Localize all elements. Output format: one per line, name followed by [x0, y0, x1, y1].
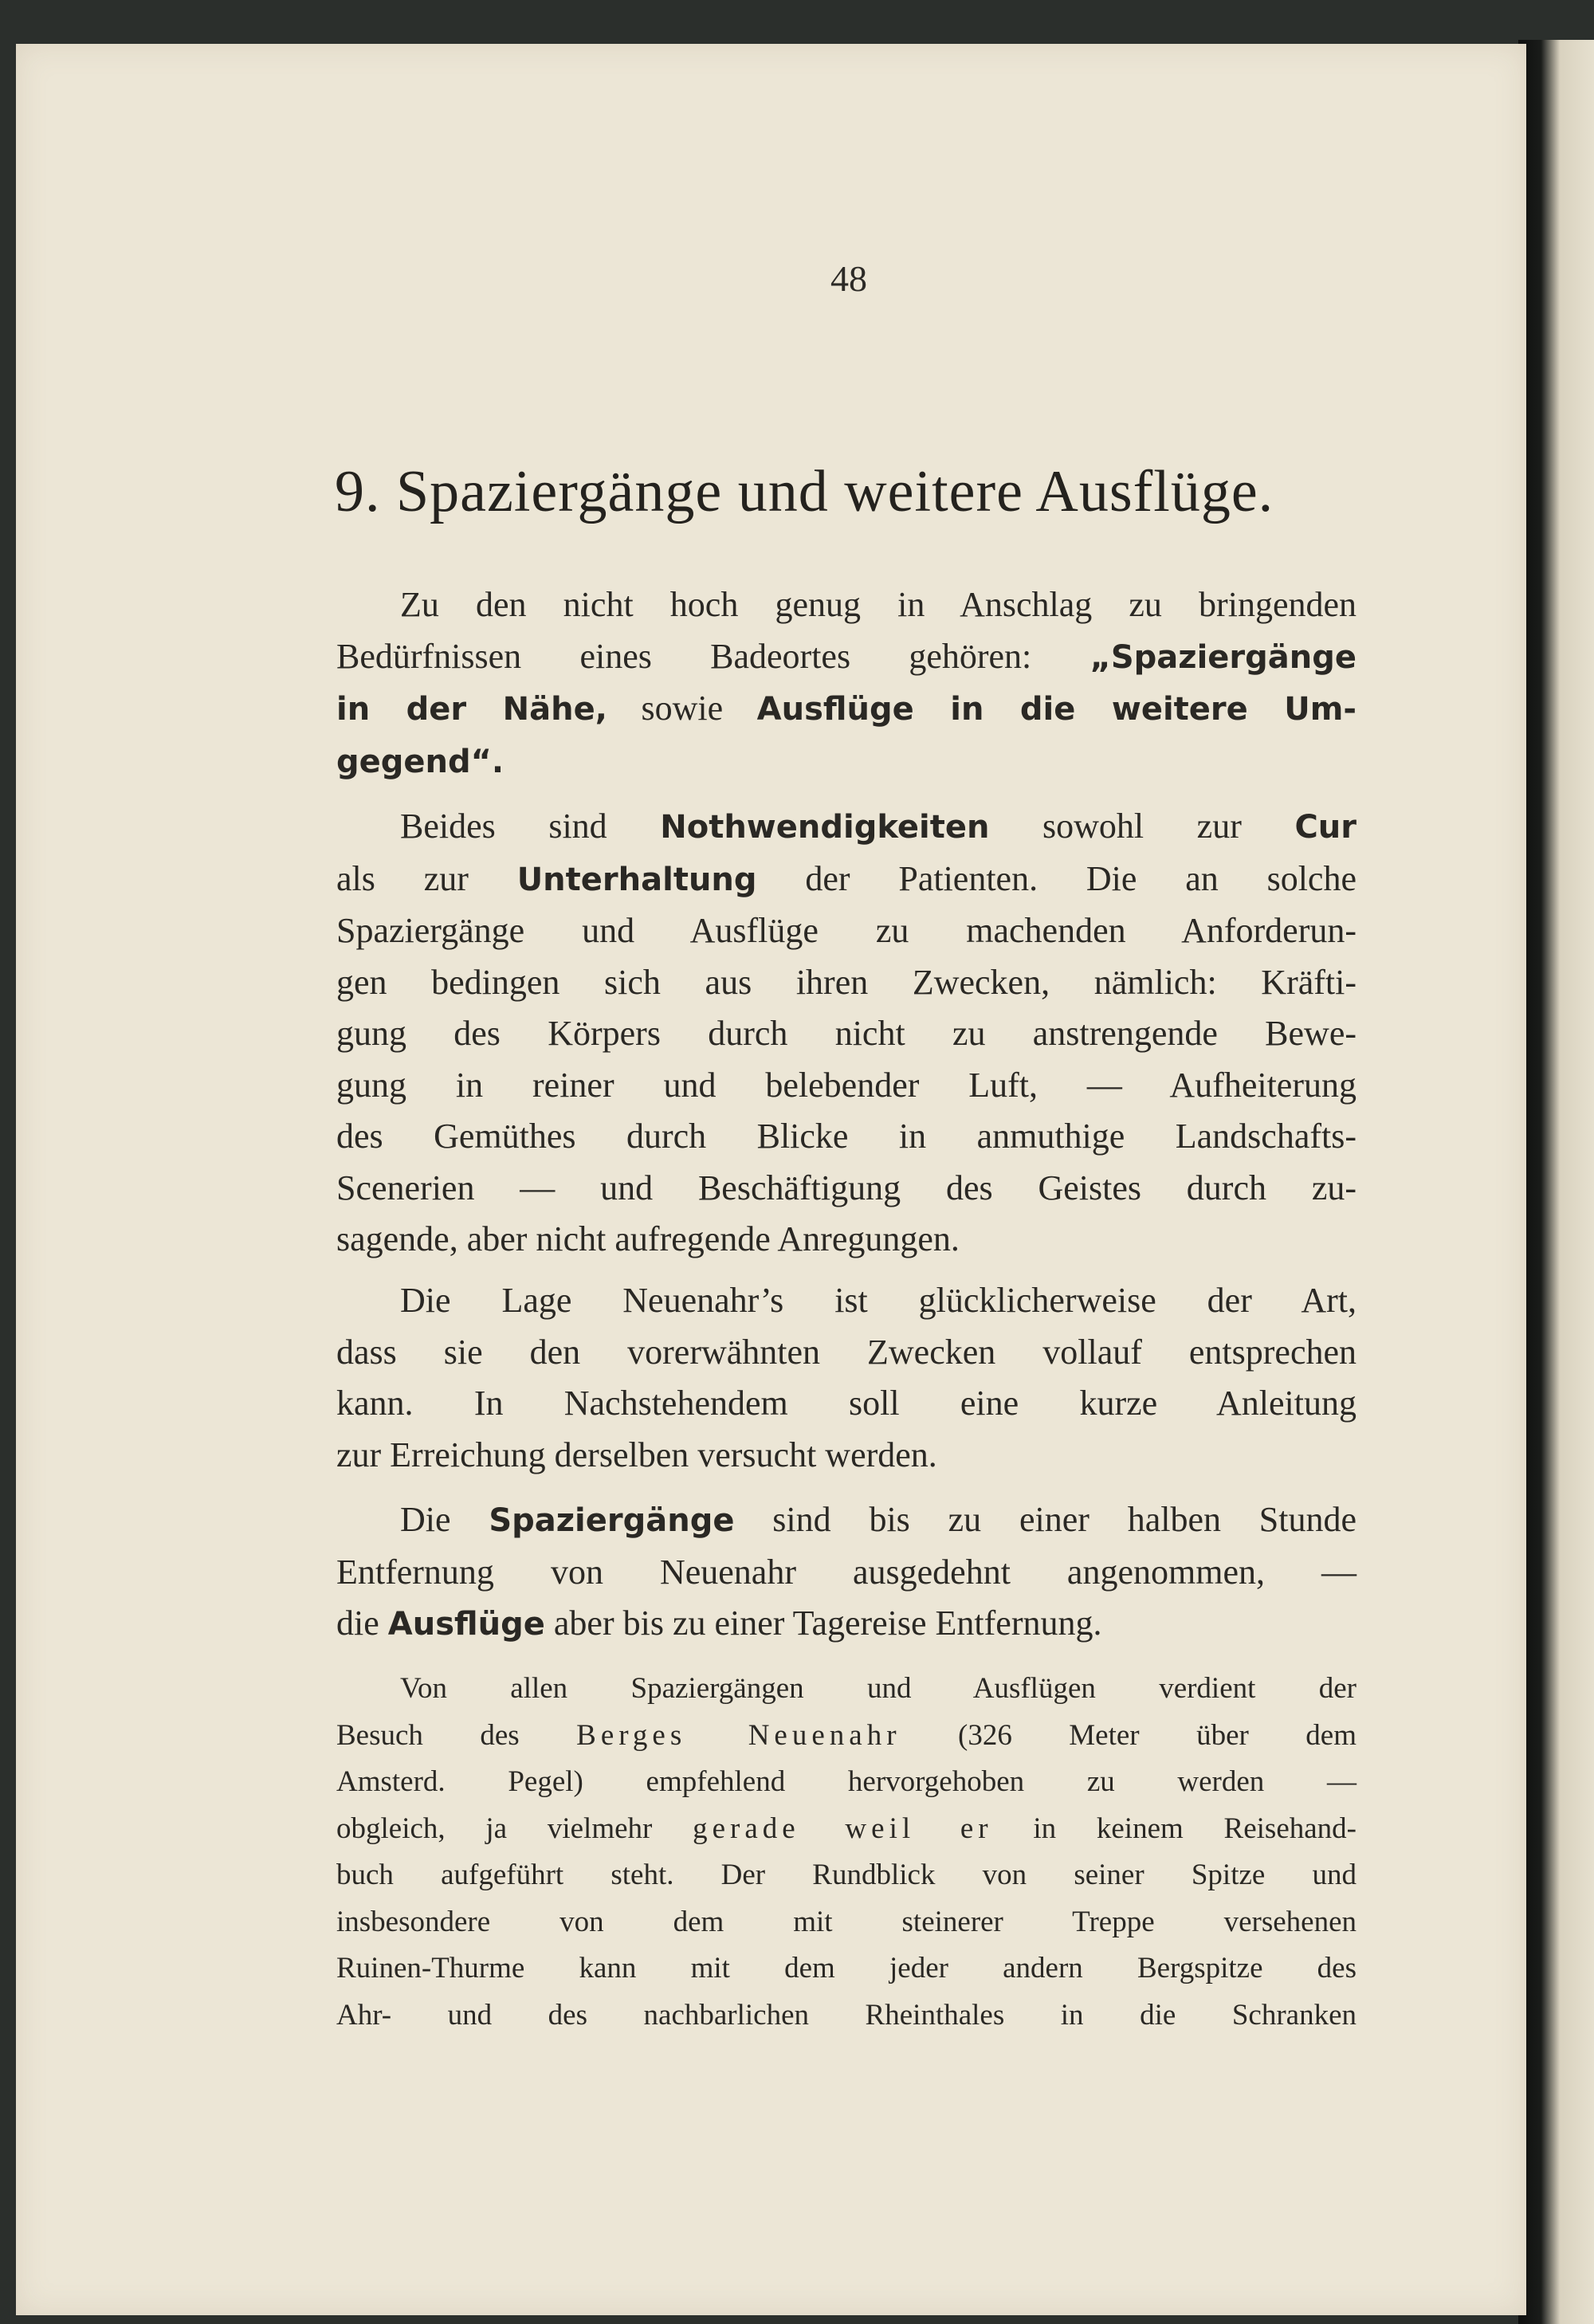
emphasis: gegend“. — [336, 743, 505, 780]
emphasis: in der Nähe, — [336, 691, 607, 728]
paragraph-4 — [336, 1494, 1356, 1651]
spaced-emphasis: Berges Neuenahr — [576, 1718, 901, 1752]
text-line: sagende, aber nicht aufregende Anregungen. — [336, 1219, 960, 1258]
text-line — [336, 736, 1356, 788]
text-line — [336, 1806, 1356, 1853]
text-run: sowohl zur — [989, 807, 1295, 846]
emphasis: „Spaziergänge — [1089, 638, 1356, 676]
adjacent-page-edge — [1518, 40, 1594, 2324]
text-line: insbesondere von dem mit steinerer Treppe versehenen — [336, 1905, 1356, 1938]
text-line: zur Erreichung derselben versucht werden. — [336, 1435, 937, 1474]
text-run: der Patienten. Die an solche — [756, 858, 1356, 898]
text-line: Zu den nicht hoch genug in Anschlag zu bringenden — [400, 585, 1356, 624]
text-run: aber bis zu einer Tagereise Entfernung. — [544, 1604, 1102, 1643]
text-line — [336, 1598, 1356, 1651]
paragraph-3 — [336, 1275, 1356, 1481]
text-line — [336, 801, 1356, 854]
text-line: gung des Körpers durch nicht zu anstrengende Bewe- — [336, 1014, 1356, 1053]
text-line: gen bedingen sich aus ihren Zwecken, nämlich: Kräfti- — [336, 962, 1356, 1002]
emphasis: Spaziergänge — [489, 1502, 735, 1539]
text-line: Entfernung von Neuenahr ausgedehnt angenommen, — — [336, 1552, 1356, 1592]
text-run: als zur — [336, 858, 517, 898]
book-page — [16, 44, 1526, 2315]
paragraph-5 — [336, 1666, 1356, 2039]
text-line: Ruinen-Thurme kann mit dem jeder andern Bergspitze des — [336, 1952, 1356, 1984]
text-line: gung in reiner und belebender Luft, — Aufheiterung — [336, 1065, 1356, 1105]
emphasis: Nothwendigkeiten — [660, 809, 990, 846]
text-run: sowie — [607, 689, 757, 728]
text-run: in keinem Reisehand- — [992, 1812, 1356, 1845]
text-line — [336, 1494, 1356, 1547]
text-run: sind bis zu einer halben Stunde — [734, 1500, 1357, 1539]
text-line — [336, 854, 1356, 906]
text-line: Spaziergänge und Ausflüge zu machenden Anforderun- — [336, 911, 1356, 950]
text-run: (326 Meter über dem — [901, 1718, 1356, 1752]
emphasis: Ausflüge in die weitere Um- — [756, 691, 1357, 728]
text-line: Von allen Spaziergängen und Ausflügen verdient der — [400, 1672, 1356, 1705]
text-line: Amsterd. Pegel) empfehlend hervorgehoben zu werden — — [336, 1765, 1356, 1798]
text-line — [336, 683, 1356, 736]
emphasis: Ausflüge — [387, 1606, 545, 1643]
text-line: des Gemüthes durch Blicke in anmuthige Landschafts- — [336, 1117, 1356, 1156]
chapter-heading: 9. Spaziergänge und weitere Ausflüge. — [335, 459, 1274, 524]
emphasis: Unterhaltung — [516, 861, 757, 898]
text-line: Ahr- und des nachbarlichen Rheinthales in die Schranken — [336, 1998, 1356, 2032]
text-run: Beides sind — [400, 807, 661, 846]
text-line: Die Lage Neuenahr’s ist glücklicherweise der Art, — [400, 1281, 1356, 1320]
text-run: obgleich, ja vielmehr — [336, 1812, 693, 1845]
spaced-emphasis: gerade weil er — [693, 1812, 993, 1845]
text-line — [336, 1713, 1356, 1760]
text-line: dass sie den vorerwähnten Zwecken vollauf entsprechen — [336, 1332, 1356, 1372]
page-number: 48 — [830, 258, 867, 299]
text-run: Die — [400, 1500, 489, 1539]
paragraph-1 — [336, 579, 1356, 787]
text-line: Scenerien — und Beschäftigung des Geistes durch zu- — [336, 1168, 1356, 1207]
text-run: Besuch des — [336, 1718, 577, 1752]
text-line: kann. In Nachstehendem soll eine kurze Anleitung — [336, 1384, 1356, 1423]
text-line: buch aufgeführt steht. Der Rundblick von seiner Spitze und — [336, 1859, 1356, 1891]
text-run: Bedürfnissen eines Badeortes gehören: — [336, 636, 1090, 676]
text-line — [336, 631, 1356, 684]
emphasis: Cur — [1294, 809, 1356, 846]
paragraph-2 — [336, 801, 1356, 1266]
text-run: die — [336, 1604, 388, 1643]
